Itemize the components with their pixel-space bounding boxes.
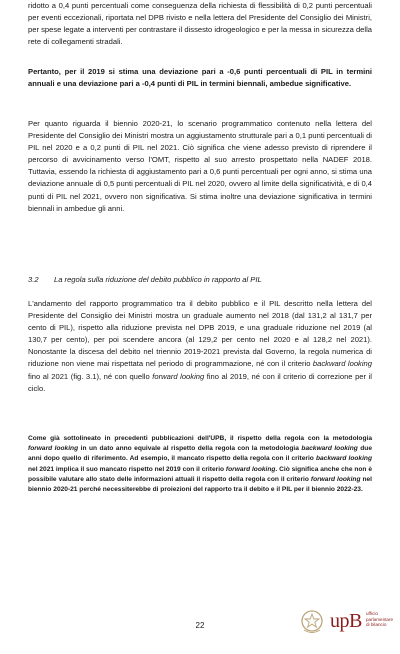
upb-brand-text: upB	[330, 610, 362, 632]
paragraph-debt-ratio	[28, 298, 372, 395]
debt-ratio-term-forward: forward looking	[152, 371, 205, 381]
note-text-b: in un dato anno equivale al rispetto della regola con la metodologia	[78, 445, 302, 453]
debt-ratio-term-backward: backward looking	[312, 359, 372, 369]
upb-brand-subtitle: ufficio parlamentare di bilancio	[366, 611, 394, 628]
note-text-a: Come già sottolineato in precedenti pubblicazioni dell'UPB, il rispetto della regola con la metodologia	[28, 435, 372, 442]
section-heading	[28, 275, 372, 284]
page-number: 22	[195, 621, 205, 630]
paragraph-biennio-2020-21: Per quanto riguarda il biennio 2020-21, lo scenario programmatico contenuto nella lettera del Presidente del Consiglio dei Ministri mostra un aggiustamento strutturale pari a 0,1 punti percentuali di PIL nel 2020 e a 0,2 punti di PIL nel 2021. Ciò significa che viene adesso previsto di riprendere il percorso di avvicinamento verso l'OMT, rispetto al suo arresto prospettato nella NADEF 2018. Tuttavia, essendo la richiesta di aggiustamento pari a 0,6 punti percentuali per ogni anno, si stima una deviazione annuale di 0,5 punti percentuali di PIL nel 2020, ovvero al limite della significatività, e di 0,4 punti di PIL nel 2021, ovvero non significativa. Si stima inoltre una deviazione significativa in termini biennali in ambedue gli anni.	[28, 119, 372, 213]
note-text-d: nel 2021 implica il suo mancato rispetto nel 2019 con il criterio	[28, 465, 226, 473]
note-term-4: forward looking	[225, 465, 276, 473]
note-term-3: backward looking	[315, 455, 372, 463]
italian-republic-emblem-icon	[300, 608, 324, 636]
note-text-c: due anni dopo quello di riferimento. Ad esempio, il mancato rispetto della regola con il criterio	[28, 445, 372, 463]
paragraph-flexibility: ridotto a 0,4 punti percentuali come conseguenza della richiesta di flessibilità di 0,2 punti percentuali per eventi eccezionali, riportata nel DPB rivisto e nella lettera del Presidente del Consiglio dei Ministri, per spese legate a interventi per contrastare il dissesto idrogeologico e per la messa in sicurezza della rete di collegamenti stradali.	[28, 1, 372, 47]
note-term-2: backward looking	[301, 445, 358, 453]
note-term-5: forward looking	[310, 475, 361, 483]
note-text-f: nel biennio 2020-21 perché necessiterebbe di proiezioni del rapporto tra il debito e il PIL per il biennio 2022-23.	[28, 475, 373, 494]
debt-ratio-text-c: fino al 2019, né con il criterio di correzione per il ciclo.	[28, 371, 372, 393]
debt-ratio-text-a: L'andamento del rapporto programmatico tra il debito pubblico e il PIL descritto nella lettera del Presidente del Consiglio dei Ministri mostra un graduale aumento nel 2018 (dal 131,2 al 131,7 per cento di PIL), rispetto alla riduzione prevista nel DPB 2019, e una graduale riduzione nel 2019 (al 130,7 per cento), per poi scendere ancora (al 129,2 per cento nel 2020 e al 128,2 nel 2021). Nonostante la discesa del debito nel triennio 2019-2021 prevista dal Governo, la regola numerica di riduzione non viene mai rispettata nel periodo di programmazione, né con il criterio	[28, 299, 372, 369]
note-box	[28, 434, 372, 495]
section-number: 3.2	[28, 275, 39, 284]
upb-logo	[300, 602, 394, 646]
debt-ratio-text-b: fino al 2021 (fig. 3.1), né con quello	[28, 371, 153, 381]
note-text-e: . Ciò significa anche che non è possibile valutare allo stato delle informazioni attuali il rispetto della regola con il criterio	[28, 465, 372, 483]
note-term-1: forward looking	[28, 445, 79, 453]
paragraph-deviation-2019: Pertanto, per il 2019 si stima una deviazione pari a -0,6 punti percentuali di PIL in termini annuali e una deviazione pari a -0,4 punti di PIL in termini biennali, ambedue significative.	[28, 67, 372, 89]
section-title: La regola sulla riduzione del debito pubblico in rapporto al PIL	[54, 275, 262, 284]
